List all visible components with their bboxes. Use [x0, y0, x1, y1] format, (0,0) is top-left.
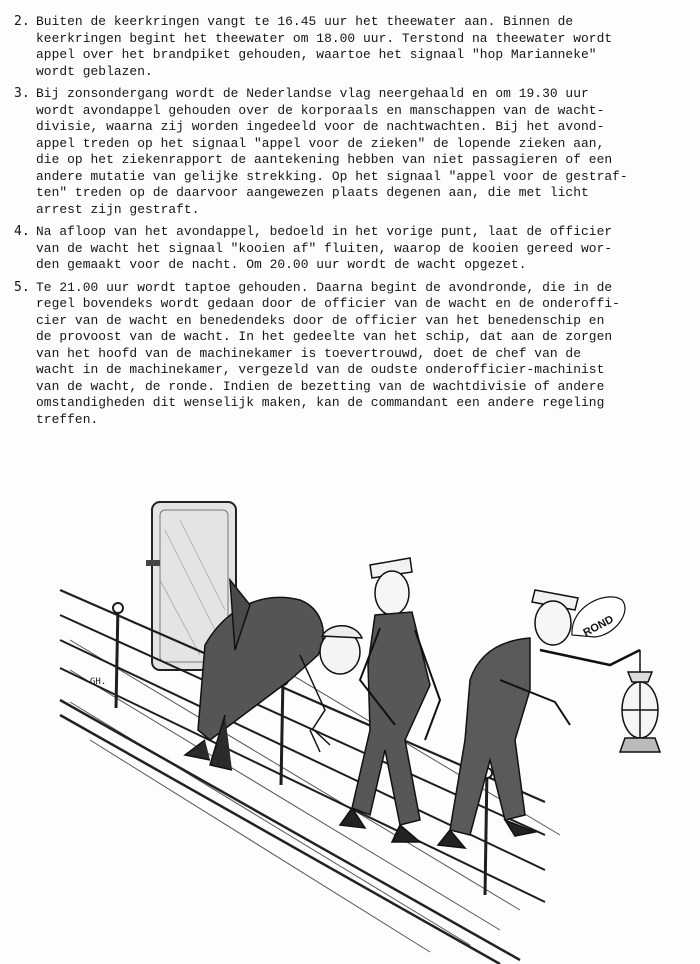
text-line: van de wacht, de ronde. Indien de bezetting van de wachtdivisie of andere [36, 378, 605, 394]
text-line: die op het ziekenrapport de aantekening hebben van niet passagieren of een [36, 152, 613, 167]
text-line: appel treden op het signaal "appel voor de zieken" de lopende zieken aan, [36, 135, 605, 151]
text-line: van de wacht het signaal "kooien af" fluiten, waarop de kooien gereed wor- [36, 240, 613, 256]
paragraph-body [36, 224, 612, 274]
lantern [620, 650, 660, 752]
instructions-text [14, 14, 674, 434]
text-line: de provoost van de wacht. In het gedeelte van het schip, dat aan de zorgen [36, 329, 613, 344]
text-line: arrest zijn gestraft. [36, 201, 200, 217]
text-line: van het hoofd van de machinekamer is toevertrouwd, doet de chef van de [36, 345, 581, 361]
text-line: omstandigheden dit wenselijk maken, kan de commandant een andere regeling [36, 395, 605, 410]
paragraph-4 [14, 224, 674, 274]
text-line: Buiten de keerkringen vangt te 16.45 uur het theewater aan. Binnen de [36, 14, 574, 29]
text-line: andere mutatie van gelijke strekking. Op het signaal "appel voor de gestraf- [36, 168, 628, 184]
deck-round-illustration [0, 440, 700, 964]
speech-bubble [572, 597, 625, 639]
text-line: wordt avondappel gehouden over de korporaals en manschappen van de wacht- [36, 102, 605, 118]
paragraph-number: 4. [14, 224, 30, 239]
text-line: divisie, waarna zij worden ingedeeld voor de nachtwachten. Bij het avond- [36, 119, 605, 134]
text-line: den gemaakt voor de nacht. Om 20.00 uur wordt de wacht opgezet. [36, 257, 527, 272]
text-line: wacht in de machinekamer, vergezeld van de oudste onderofficier-machinist [36, 362, 605, 377]
speech-bubble-text: ROND [581, 613, 616, 640]
text-line: wordt geblazen. [36, 63, 153, 79]
paragraph-number: 2. [14, 14, 30, 29]
text-line: appel over het brandpiket gehouden, waartoe het signaal "hop Marianneke" [36, 47, 597, 62]
paragraph-number: 3. [14, 86, 30, 101]
text-line: Te 21.00 uur wordt taptoe gehouden. Daarna begint de avondronde, die in de [36, 279, 613, 295]
artist-signature: GH. [90, 677, 107, 687]
paragraph-2 [14, 14, 674, 80]
text-line: ten" treden op de daarvoor aangewezen plaats degenen aan, die met licht [36, 185, 589, 200]
paragraph-number: 5. [14, 279, 30, 295]
text-line: Na afloop van het avondappel, bedoeld in het vorige punt, laat de officier [36, 224, 613, 239]
paragraph-3 [14, 86, 674, 218]
text-line: treffen. [36, 411, 99, 427]
text-line: keerkringen begint het theewater om 18.00 uur. Terstond na theewater wordt [36, 30, 613, 46]
text-line: cier van de wacht en benedendeks door de officier van het benedenschip en [36, 312, 605, 328]
paragraph-5 [14, 280, 674, 429]
paragraph-body [36, 86, 628, 218]
text-line: Bij zonsondergang wordt de Nederlandse vlag neergehaald en om 19.30 uur [36, 86, 589, 101]
paragraph-body [36, 14, 612, 80]
paragraph-body [36, 280, 620, 429]
sailor-middle [340, 558, 440, 842]
text-line: regel bovendeks wordt gedaan door de officier van de wacht en de onderoffi- [36, 296, 620, 311]
